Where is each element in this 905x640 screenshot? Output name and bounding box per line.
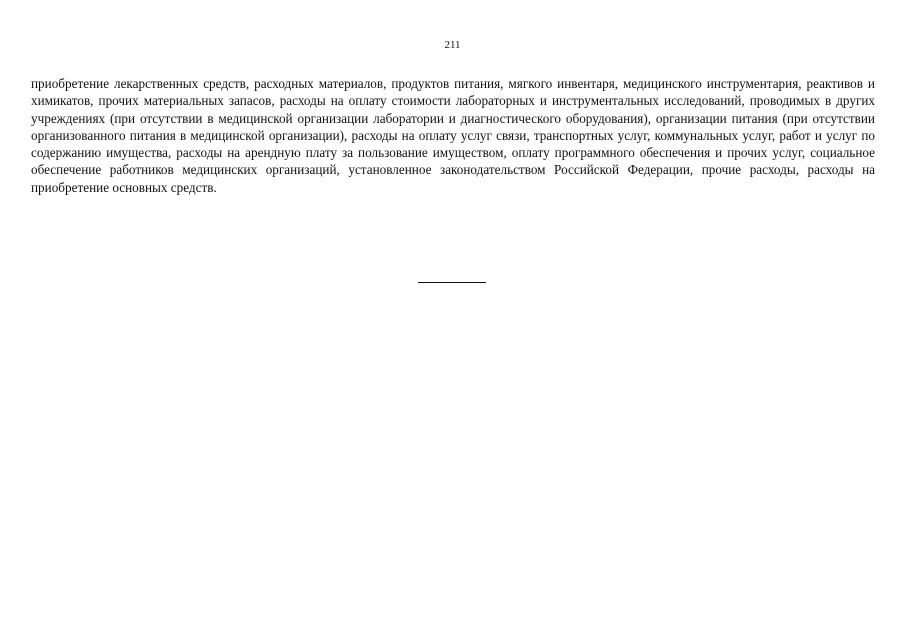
page-number: 211 <box>444 39 461 51</box>
body-paragraph: приобретение лекарственных средств, расходных материалов, продуктов питания, мягкого инвентаря, медицинского инструментария, реактивов и химикатов, прочих материальных запасов, расходы на оплату стоимости лабораторных и инструментальных исследований, проводимых в других учреждениях (при отсутствии в медицинской организации лаборатории и диагностического оборудования), организации питания (при отсутствии организованного питания в медицинской организации), расходы на оплату услуг связи, транспортных услуг, коммунальных услуг, работ и услуг по содержанию имущества, расходы на арендную плату за пользование имуществом, оплату программного обеспечения и прочих услуг, социальное обеспечение работников медицинских организаций, установленное законодательством Российской Федерации, прочие расходы, расходы на приобретение основных средств. <box>31 76 875 195</box>
end-divider-line <box>418 282 486 283</box>
